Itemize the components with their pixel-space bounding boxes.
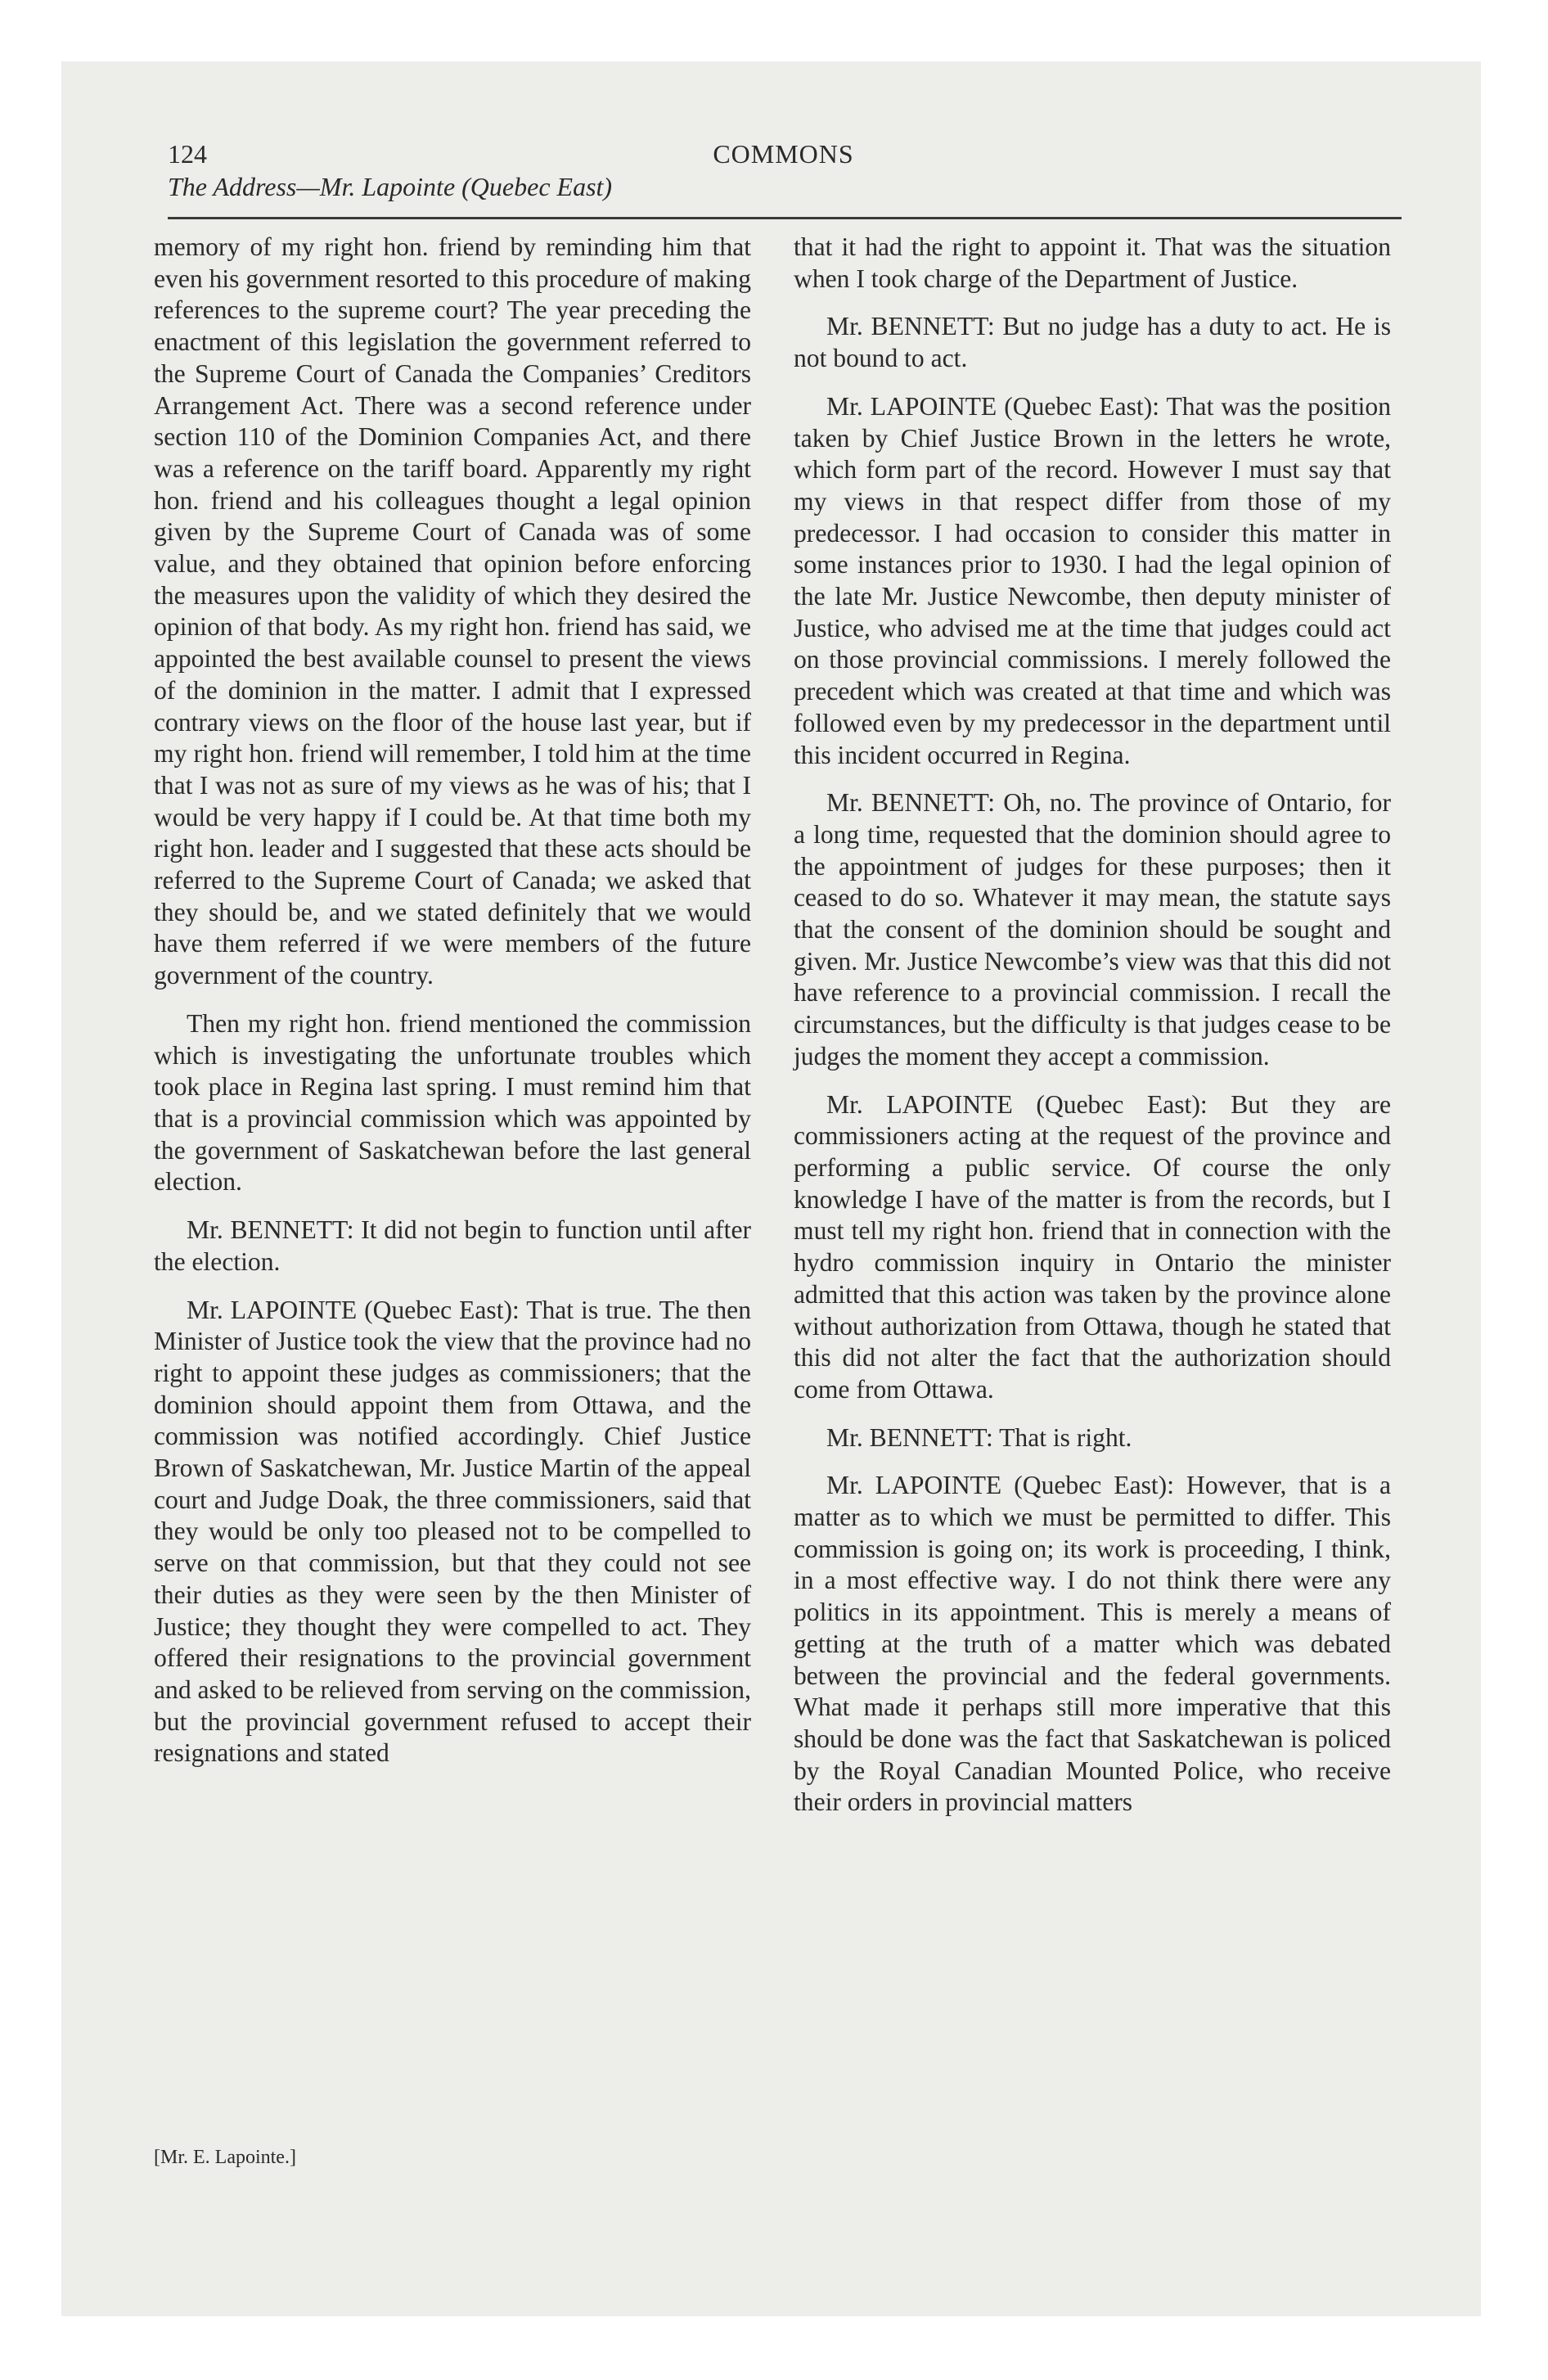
right-column [794,232,1391,1835]
page-number: 124 [168,139,207,169]
left-column [154,232,751,1786]
paragraph: that it had the right to appoint it. That was the situation when I took charge of the Department of Justice. [794,232,1391,293]
paragraph: Mr. BENNETT: It did not begin to function until after the election. [154,1215,751,1276]
paragraph: Mr. LAPOINTE (Quebec East): That is true. The then Minister of Justice took the view that the province had no right to appoint these judges as commissioners; that the dominion should appoint them from Ottawa, and the commission was notified accordingly. Chief Justice Brown of Saskatchewan, Mr. Justice Martin of the appeal court and Judge Doak, the three commissioners, said that they would be only too pleased not to be compelled to serve on that commission, but that they could not see their duties as they were seen by the then Minister of Justice; they thought they were compelled to act. They offered their resignations to the provincial government and asked to be relieved from serving on the commission, but the provincial government refused to accept their resignations and stated [154,1295,751,1768]
page-subtitle: The Address—Mr. Lapointe (Quebec East) [168,172,613,201]
paragraph: Mr. BENNETT: But no judge has a duty to act. He is not bound to act. [794,312,1391,373]
speaker-tag: [Mr. E. Lapointe.] [154,2147,296,2168]
paragraph: memory of my right hon. friend by reminding him that even his government resorted to this procedure of making references to the supreme court? The year preceding the enactment of this legislation the government referred to the Supreme Court of Canada the Companies’ Creditors Arrangement Act. There was a second reference under section 110 of the Dominion Companies Act, and there was a reference on the tariff board. Apparently my right hon. friend and his colleagues thought a legal opinion given by the Supreme Court of Canada was of some value, and they obtained that opinion before enforcing the measures upon the validity of which they desired the opinion of that body. As my right hon. friend has said, we appointed the best available counsel to present the views of the dominion in the matter. I admit that I expressed contrary views on the floor of the house last year, but if my right hon. friend will remember, I told him at the time that I was not as sure of my views as he was of his; that I would be very happy if I could be. At that time both my right hon. leader and I suggested that these acts should be referred to the Supreme Court of Canada; we asked that they should be, and we stated definitely that we would have them referred if we were members of the future government of the country. [154,232,751,990]
running-title: COMMONS [713,139,854,169]
paragraph: Mr. LAPOINTE (Quebec East): However, that is a matter as to which we must be permitted to differ. This commission is going on; its work is proceeding, I think, in a most effective way. I do not think there were any politics in its appointment. This is merely a means of getting at the truth of a matter which was debated between the provincial and the federal governments. What made it perhaps still more imperative that this should be done was the fact that Saskatchewan is policed by the Royal Canadian Mounted Police, who receive their orders in provincial matters [794,1471,1391,1817]
paragraph: Then my right hon. friend mentioned the commission which is investigating the unfortunate troubles which took place in Regina last spring. I must remind him that that is a provincial commission which was appointed by the government of Saskatchewan before the last general election. [154,1008,751,1197]
header-rule [168,217,1402,219]
paragraph: Mr. LAPOINTE (Quebec East): That was the position taken by Chief Justice Brown in the letters he wrote, which form part of the record. However I must say that my views in that respect differ from those of my predecessor. I had occasion to consider this matter in some instances prior to 1930. I had the legal opinion of the late Mr. Justice Newcombe, then deputy minister of Justice, who advised me at the time that judges could act on those provincial commissions. I merely followed the precedent which was created at that time and which was followed even by my predecessor in the department until this incident occurred in Regina. [794,391,1391,769]
page-header [168,137,1399,170]
paragraph: Mr. BENNETT: Oh, no. The province of Ontario, for a long time, requested that the dominion should agree to the appointment of judges for these purposes; then it ceased to do so. Whatever it may mean, the statute says that the consent of the dominion should be sought and given. Mr. Justice Newcombe’s view was that this did not have reference to a provincial commission. I recall the circumstances, but the difficulty is that judges cease to be judges the moment they accept a commission. [794,788,1391,1071]
paragraph: Mr. LAPOINTE (Quebec East): But they are commissioners acting at the request of the province and performing a public service. Of course the only knowledge I have of the matter is from the records, but I must tell my right hon. friend that in connection with the hydro commission inquiry in Ontario the minister admitted that this action was taken by the province alone without authorization from Ottawa, though he stated that this did not alter the fact that the authorization should come from Ottawa. [794,1089,1391,1404]
paragraph: Mr. BENNETT: That is right. [826,1422,1132,1452]
